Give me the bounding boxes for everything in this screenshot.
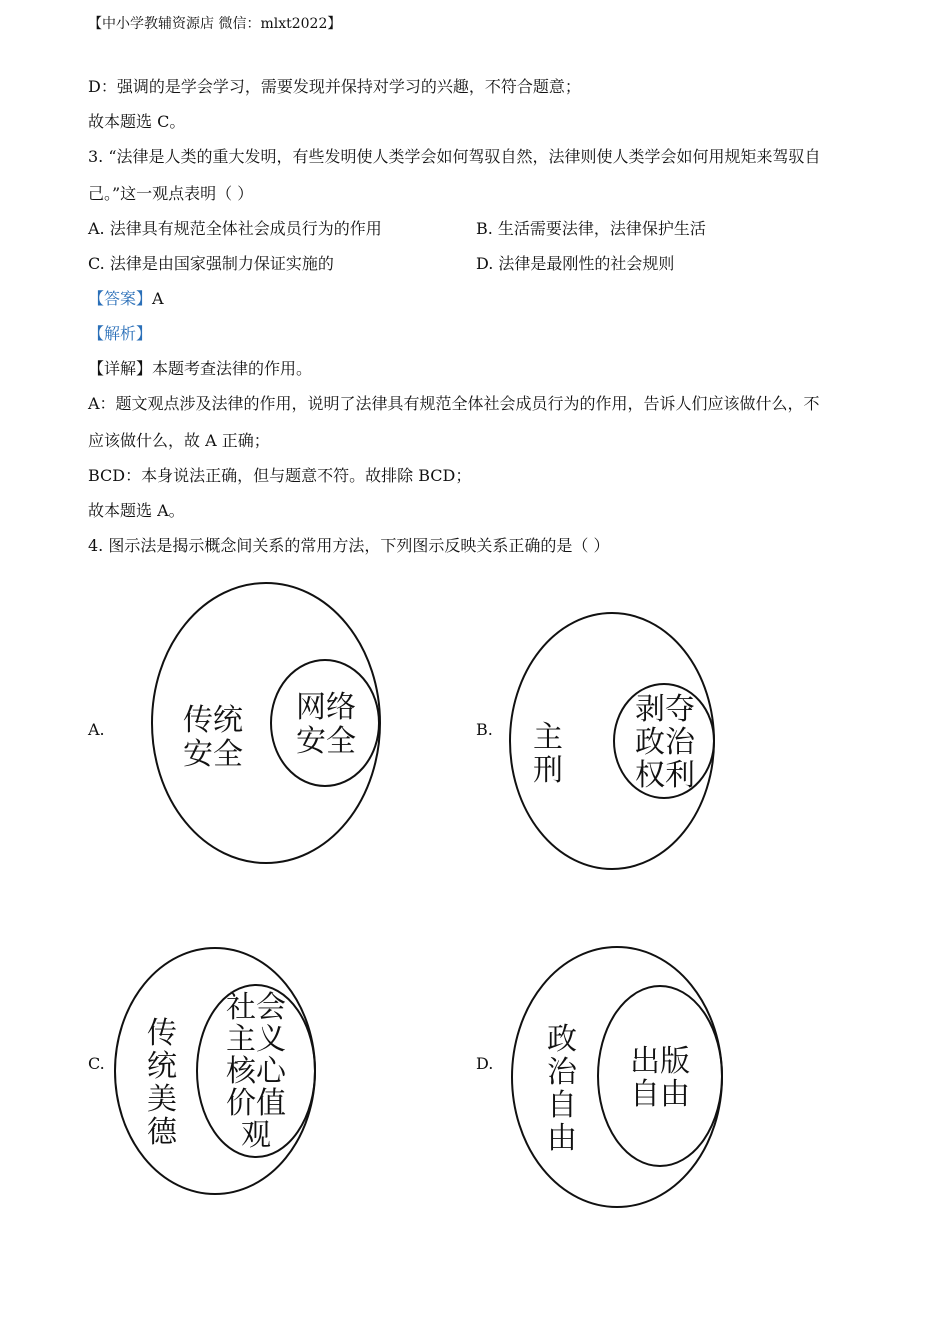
explanation-bcd: BCD：本身说法正确，但与题意不符。故排除 BCD； [88, 466, 472, 485]
q4-option-b-label: B. [476, 720, 493, 739]
diagram-b-outer-text-1: 主 [533, 720, 563, 755]
diagram-b-outer-text-2: 刑 [533, 753, 563, 788]
explanation-a-line2: 应该做什么，故 A 正确； [88, 431, 270, 450]
q4-option-a-label: A. [88, 720, 105, 739]
explanation-a-line1: A：题文观点涉及法律的作用，说明了法律具有规范全体社会成员行为的作用，告诉人们应该做什么，不 [88, 394, 820, 413]
diagram-d-outer-ellipse [512, 947, 722, 1207]
diagram-b-inner-text-2: 政治 [635, 725, 695, 760]
diagram-d-outer-text-3: 自 [547, 1088, 577, 1123]
diagram-c-inner-text-3: 核心 [226, 1054, 286, 1089]
diagram-d-outer-text-1: 政 [547, 1022, 577, 1057]
diagram-d-inner-text-1: 出版 [630, 1044, 690, 1079]
diagram-c-inner-text-1: 社会 [226, 990, 286, 1025]
q4-option-c-label: C. [88, 1054, 105, 1073]
answer-value: A [152, 289, 164, 308]
diagram-a-outer-text-1: 传统 [183, 703, 243, 738]
q3-option-b: B. 生活需要法律，法律保护生活 [476, 219, 706, 238]
q4-option-d-label: D. [476, 1054, 494, 1073]
diagram-b-inner-text-3: 权利 [635, 758, 695, 793]
analysis-tag: 【解析】 [88, 324, 153, 343]
diagram-c-outer-text-4: 德 [147, 1115, 177, 1150]
diagram-d-outer-text-2: 治 [547, 1055, 577, 1090]
answer-tag: 【答案】 [88, 289, 153, 308]
diagram-a-outer-text-2: 安全 [183, 737, 243, 772]
diagram-c-outer-text-2: 统 [147, 1049, 177, 1084]
diagram-c-outer-text-3: 美 [147, 1082, 177, 1117]
diagram-d-outer-text-4: 由 [547, 1121, 577, 1156]
diagram-c-outer-text-1: 传 [147, 1016, 177, 1051]
diagram-c-inner-text-4: 价值 [226, 1086, 286, 1121]
page-header: 【中小学教辅资源店 微信：mlxt2022】 [88, 16, 342, 32]
conclusion-q3: 故本题选 A。 [88, 501, 185, 520]
diagram-c-inner-text-2: 主义 [226, 1022, 286, 1057]
diagram-c-inner-text-5: 观 [241, 1118, 271, 1153]
diagram-a-inner-text-1: 网络 [296, 690, 356, 725]
diagram-a-inner-text-2: 安全 [296, 724, 356, 759]
conclusion-prev: 故本题选 C。 [88, 112, 186, 131]
question-3-stem-line2: 己。”这一观点表明（ ） [88, 184, 254, 203]
q3-option-d: D. 法律是最刚性的社会规则 [476, 254, 675, 273]
detail-line: 【详解】本题考查法律的作用。 [88, 359, 313, 378]
option-d-explanation-prev: D：强调的是学会学习，需要发现并保持对学习的兴趣，不符合题意； [88, 77, 581, 96]
diagram-b-inner-text-1: 剥夺 [635, 692, 695, 727]
q3-option-c: C. 法律是由国家强制力保证实施的 [88, 254, 334, 273]
question-4-stem: 4. 图示法是揭示概念间关系的常用方法，下列图示反映关系正确的是（ ） [88, 536, 610, 555]
question-3-stem-line1: 3. “法律是人类的重大发明，有些发明使人类学会如何驾驭自然，法律则使人类学会如何用规矩来驾驭自 [88, 147, 821, 166]
diagram-d-inner-text-2: 自由 [630, 1077, 690, 1112]
q3-option-a: A. 法律具有规范全体社会成员行为的作用 [88, 219, 382, 238]
